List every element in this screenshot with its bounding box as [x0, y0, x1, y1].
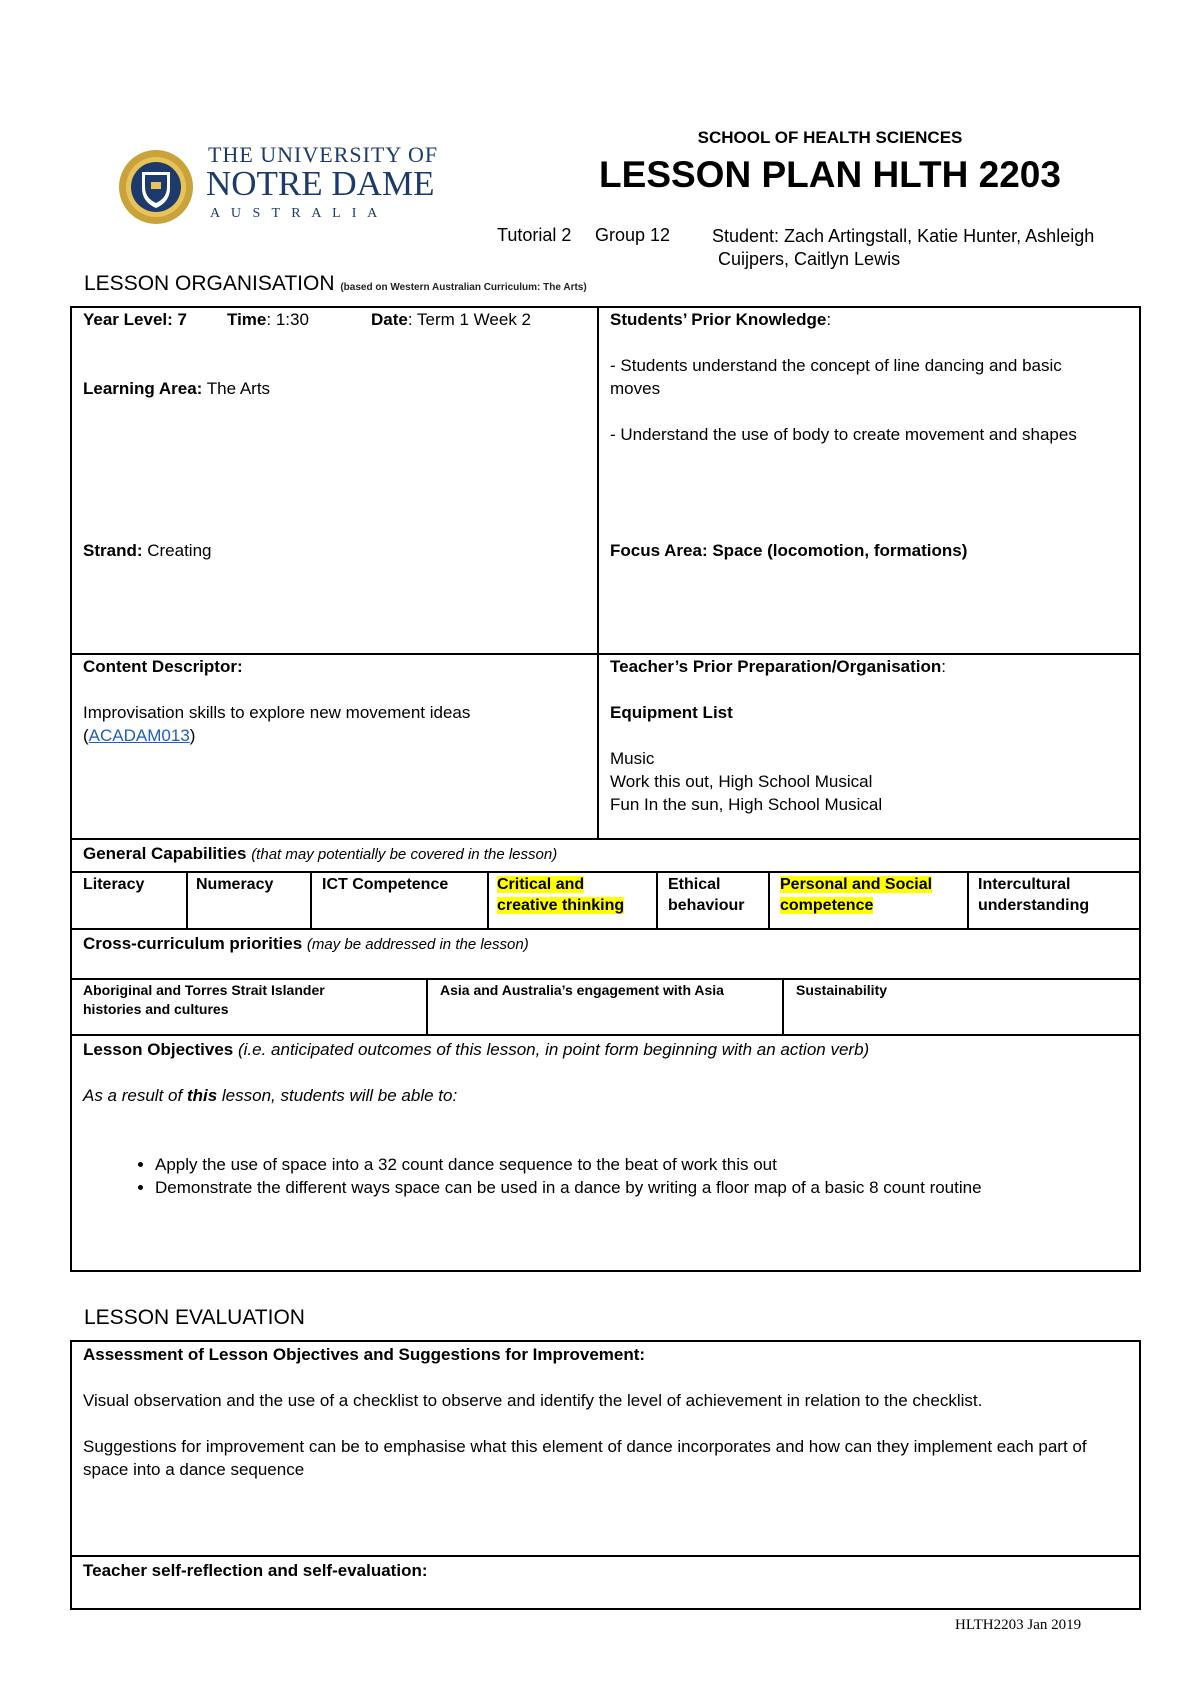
prior-knowledge-item: - Understand the use of body to create movement and shapes	[610, 425, 1077, 444]
capability-ict: ICT Competence	[322, 876, 449, 893]
strand-field: Strand: Creating	[83, 541, 212, 560]
assessment-cell	[83, 1343, 1123, 1481]
priorities-header	[83, 932, 529, 956]
objectives-intro: As a result of this lesson, students will be able to:	[83, 1086, 458, 1105]
priority-asia: Asia and Australia’s engagement with Asia	[440, 982, 724, 998]
prior-knowledge-cell: Students’ Prior Knowledge: - Students understand the concept of line dancing and basic moves - Understand the use of body to create movement and shapes	[610, 308, 1110, 446]
teacher-prep-label: Teacher’s Prior Preparation/Organisation	[610, 657, 942, 676]
school-name: SCHOOL OF HEALTH SCIENCES	[697, 128, 963, 147]
reflection-label: Teacher self-reflection and self-evaluation:	[83, 1561, 428, 1580]
capability-personal-social: Personal and Social competence	[780, 876, 933, 914]
objective-item: • Apply the use of space into a 32 count dance sequence to the beat of work this out	[155, 1153, 1133, 1176]
objectives-note: (i.e. anticipated outcomes of this lesson, in point form beginning with an action verb)	[237, 1040, 870, 1059]
logo-line1: THE UNIVERSITY OF	[208, 142, 439, 167]
objectives-cell	[83, 1038, 1133, 1199]
footer-code: HLTH2203 Jan 2019	[955, 1617, 1082, 1633]
equipment-item: Music	[610, 749, 655, 768]
prior-knowledge-item: - Students understand the concept of line dancing and basic moves	[610, 356, 1062, 398]
time-field: Time: 1:30	[227, 310, 309, 329]
equipment-item: Fun In the sun, High School Musical	[610, 795, 883, 814]
priorities-note: (may be addressed in the lesson)	[306, 936, 529, 953]
lesson-details-cell	[83, 308, 593, 400]
equipment-label: Equipment List	[610, 703, 733, 722]
objectives-label: Lesson Objectives	[83, 1040, 234, 1059]
capability-numeracy: Numeracy	[196, 876, 274, 893]
learning-area-field: Learning Area: The Arts	[83, 379, 271, 398]
group-label: Group 12	[595, 225, 671, 245]
date-field: Date: Term 1 Week 2	[371, 310, 532, 329]
suggestions-text: Suggestions for improvement can be to emphasise what this element of dance incorporates and how can they implement each part of space into a dance sequence	[83, 1437, 1087, 1479]
student-names	[712, 225, 1162, 271]
content-descriptor-label: Content Descriptor:	[83, 657, 243, 676]
equipment-item: Work this out, High School Musical	[610, 772, 873, 791]
student-line2: Cuijpers, Caitlyn Lewis	[718, 249, 901, 269]
logo-line3: A U S T R A L I A	[210, 206, 382, 221]
content-descriptor-link[interactable]: ACADAM013	[88, 726, 190, 745]
organisation-heading-text: LESSON ORGANISATION	[84, 272, 335, 295]
capability-intercultural: Intercultural understanding	[978, 876, 1090, 914]
evaluation-heading: LESSON EVALUATION	[84, 1306, 305, 1329]
capabilities-label: General Capabilities	[83, 844, 247, 863]
assessment-text: Visual observation and the use of a checklist to observe and identify the level of achievement in relation to the checklist.	[83, 1391, 983, 1410]
content-descriptor-cell: Content Descriptor: Improvisation skills to explore new movement ideas (ACADAM013)	[83, 655, 593, 747]
university-logo	[118, 142, 448, 232]
year-level-label: Year Level: 7	[83, 310, 187, 329]
content-descriptor-text: Improvisation skills to explore new movement ideas	[83, 703, 471, 722]
capabilities-header	[83, 842, 557, 866]
student-line1: Student: Zach Artingstall, Katie Hunter, Ashleigh	[712, 226, 1095, 246]
tutorial-label: Tutorial 2	[497, 225, 572, 245]
priority-sustainability: Sustainability	[796, 982, 888, 998]
teacher-prep-cell: Teacher’s Prior Preparation/Organisation: Equipment List Music Work this out, High School Musical Fun In the sun, High School Musical	[610, 655, 1120, 816]
capability-critical-thinking: Critical and creative thinking	[497, 876, 625, 914]
priorities-label: Cross-curriculum priorities	[83, 934, 303, 953]
objectives-list	[83, 1153, 1133, 1199]
assessment-label: Assessment of Lesson Objectives and Suggestions for Improvement:	[83, 1345, 646, 1364]
capability-ethical: Ethical behaviour	[668, 876, 745, 914]
priority-aboriginal: Aboriginal and Torres Strait Islander histories and cultures	[83, 982, 325, 1017]
prior-knowledge-label: Students’ Prior Knowledge	[610, 310, 827, 329]
capabilities-note: (that may potentially be covered in the lesson)	[251, 846, 558, 863]
logo-line2: NOTRE DAME	[206, 164, 435, 203]
objective-item: • Demonstrate the different ways space can be used in a dance by writing a floor map of a basic 8 count routine	[155, 1176, 1133, 1199]
focus-area: Focus Area: Space (locomotion, formations)	[610, 541, 968, 560]
organisation-heading	[84, 272, 587, 296]
page-title: LESSON PLAN HLTH 2203	[599, 154, 1061, 195]
capability-literacy: Literacy	[83, 876, 145, 893]
organisation-heading-note: (based on Western Australian Curriculum: The Arts)	[340, 282, 587, 293]
